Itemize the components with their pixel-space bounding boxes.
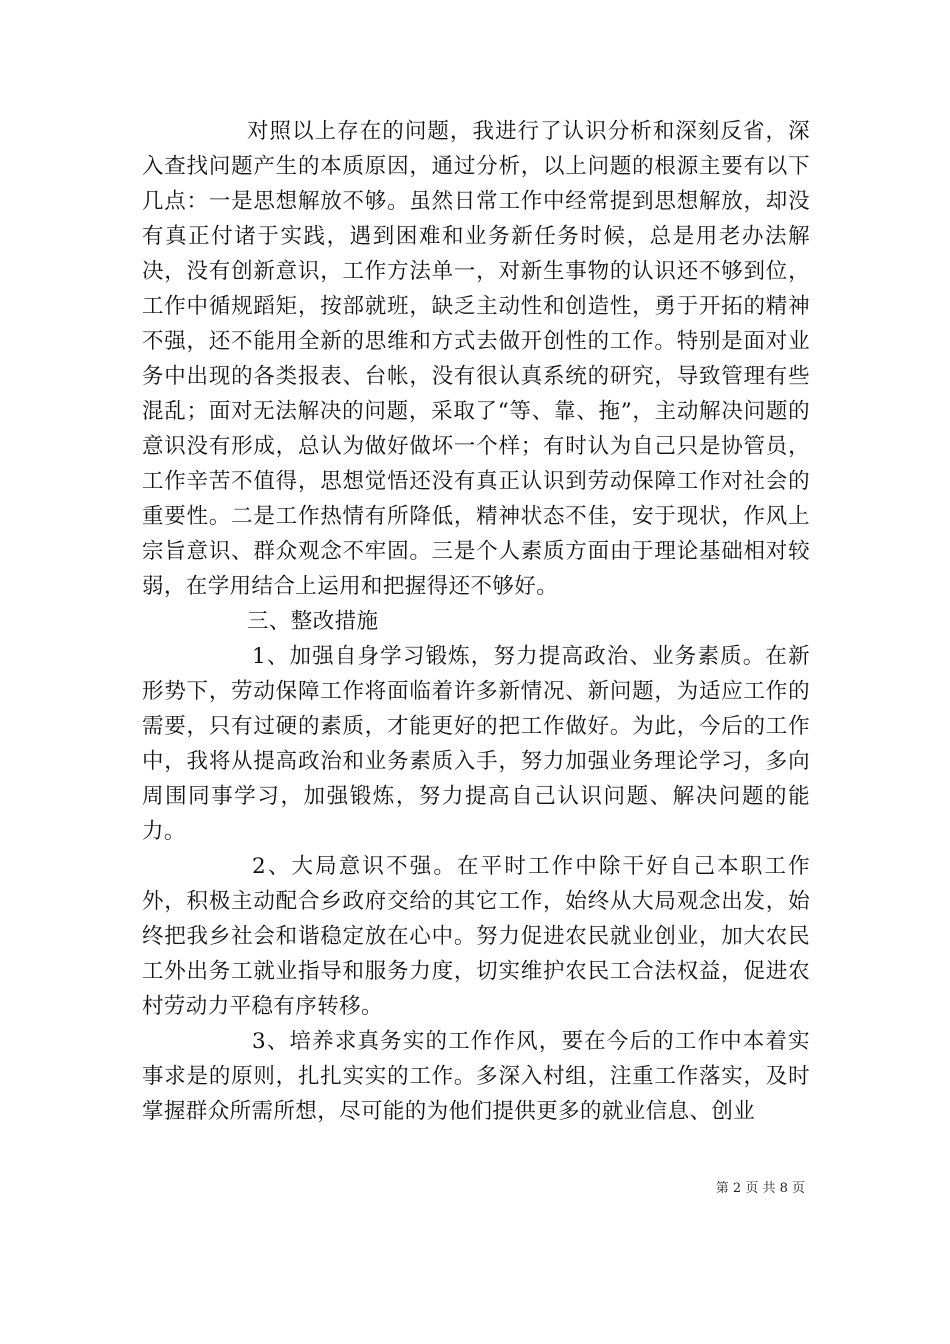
page-number: 第 2 页 共 8 页 <box>715 1181 805 1196</box>
paragraph-root-cause-analysis: 对照以上存在的问题，我进行了认识分析和深刻反省，深入查找问题产生的本质原因，通过分析，以上问题的根源主要有以下几点：一是思想解放不够。虽然日常工作中经常提到思想解放，却没有真正付诸于实践，遇到困难和业务新任务时候，总是用老办法解决，没有创新意识，工作方法单一，对新生事物的认识还不够到位，工作中循规蹈矩，按部就班，缺乏主动性和创造性，勇于开拓的精神不强，还不能用全新的思维和方式去做开创性的工作。特别是面对业务中出现的各类报表、台帐，没有很认真系统的研究，导致管理有些混乱；面对无法解决的问题，采取了“等、靠、拖”，主动解决问题的意识没有形成，总认为做好做坏一个样；有时认为自己只是协管员，工作辛苦不值得，思想觉悟还没有真正认识到劳动保障工作对社会的重要性。二是工作热情有所降低，精神状态不佳，安于现状，作风上宗旨意识、群众观念不牢固。三是个人素质方面由于理论基础相对较弱，在学用结合上运用和把握得还不够好。 <box>142 119 810 599</box>
section-heading-rectification: 三、整改措施 <box>247 609 379 634</box>
paragraph-measure-1: 1、加强自身学习锻炼，努力提高政治、业务素质。在新形势下，劳动保障工作将面临着许多新情况、新问题，为适应工作的需要，只有过硬的素质，才能更好的把工作做好。为此，今后的工作中，我将从提高政治和业务素质入手，努力加强业务理论学习，多向周围同事学习，加强锻炼，努力提高自己认识问题、解决问题的能力。 <box>142 644 810 844</box>
paragraph-measure-2: 2、大局意识不强。在平时工作中除干好自己本职工作外，积极主动配合乡政府交给的其它工作，始终从大局观念出发，始终把我乡社会和谐稳定放在心中。努力促进农民就业创业，加大农民工外出务工就业指导和服务力度，切实维护农民工合法权益，促进农村劳动力平稳有序转移。 <box>142 854 810 1019</box>
paragraph-measure-3: 3、培养求真务实的工作作风，要在今后的工作中本着实事求是的原则，扎扎实实的工作。多深入村组，注重工作落实，及时掌握群众所需所想，尽可能的为他们提供更多的就业信息、创业 <box>142 1029 810 1124</box>
document-body <box>142 114 810 1129</box>
